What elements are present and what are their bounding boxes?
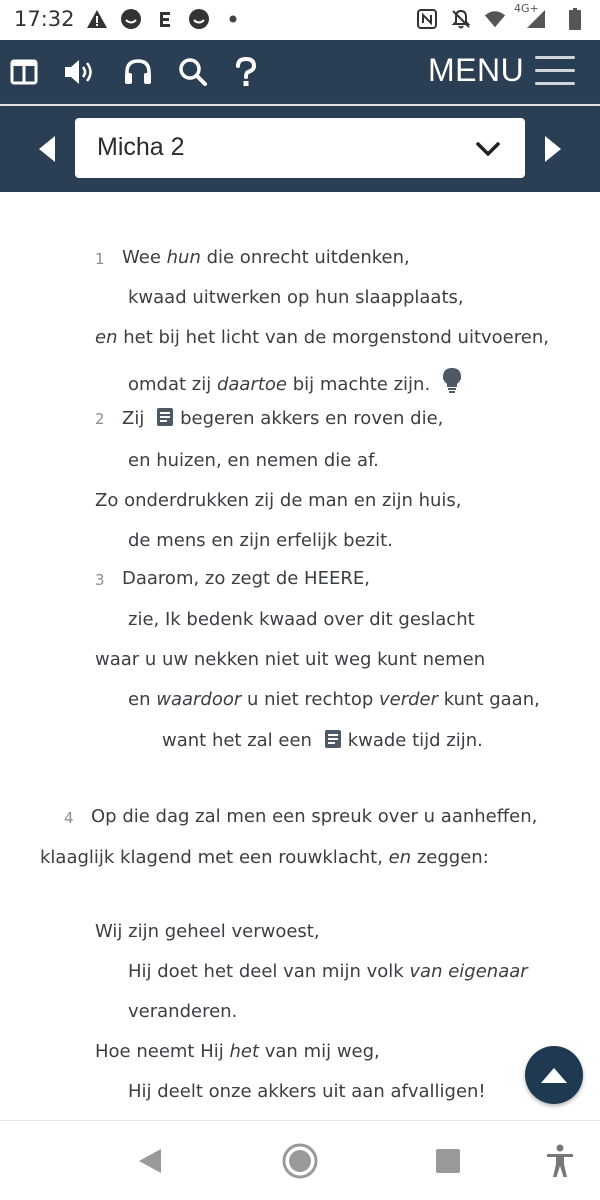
search-icon[interactable] xyxy=(175,54,211,90)
next-chapter-button[interactable] xyxy=(538,132,568,166)
verse-line: Wij zijn geheel verwoest, xyxy=(95,921,320,942)
help-icon[interactable] xyxy=(228,54,264,90)
e-icon xyxy=(154,8,176,30)
verse-line: Hij doet het deel van mijn volk van eigenaar xyxy=(128,961,528,982)
status-bar xyxy=(0,0,600,40)
verse-line: de mens en zijn erfelijk bezit. xyxy=(128,530,393,551)
verse-line: en het bij het licht van de morgenstond uitvoeren, xyxy=(95,327,549,348)
chapter-navigation xyxy=(0,106,600,192)
verse-line: klaaglijk klagend met een rouwklacht, en zeggen: xyxy=(40,847,489,868)
speaker-icon[interactable] xyxy=(62,54,98,90)
face-icon xyxy=(120,8,142,30)
verse-line: Hij deelt onze akkers uit aan afvalligen! xyxy=(128,1081,486,1102)
verse-number[interactable]: 1 xyxy=(95,250,105,268)
verse-line: Zo onderdrukken zij de man en zijn huis, xyxy=(95,490,462,511)
status-time: 17:32 xyxy=(14,7,75,31)
verse-line: Hoe neemt Hij het van mij weg, xyxy=(95,1041,380,1062)
signal-icon xyxy=(514,2,552,30)
verse-line: veranderen. xyxy=(128,1001,238,1022)
verse-line: Wee hun die onrecht uitdenken, xyxy=(122,247,410,268)
chapter-content xyxy=(0,192,600,1120)
verse-line: omdat zij daartoe bij machte zijn. xyxy=(128,367,468,398)
accessibility-icon[interactable] xyxy=(542,1143,578,1179)
face-icon xyxy=(188,8,210,30)
triangle-up-icon xyxy=(540,1066,568,1084)
verse-line: want het zal een kwade tijd zijn. xyxy=(162,729,483,754)
book-icon[interactable] xyxy=(156,407,174,432)
verse-number[interactable]: 3 xyxy=(95,571,105,589)
back-icon[interactable] xyxy=(132,1143,168,1179)
verse-line: Zij begeren akkers en roven die, xyxy=(122,407,443,432)
dot-icon xyxy=(222,8,244,30)
verse-number[interactable]: 4 xyxy=(64,809,74,827)
verse-line: kwaad uitwerken op hun slaapplaats, xyxy=(128,287,464,308)
wifi-icon xyxy=(484,8,506,30)
lightbulb-icon[interactable] xyxy=(442,367,462,398)
home-icon[interactable] xyxy=(282,1143,318,1179)
book-icon[interactable] xyxy=(324,729,342,754)
verse-number[interactable]: 2 xyxy=(95,410,105,428)
warning-icon xyxy=(86,8,108,30)
verse-line: Daarom, zo zegt de HEERE, xyxy=(122,568,370,589)
columns-icon[interactable] xyxy=(6,54,42,90)
verse-line: waar u uw nekken niet uit weg kunt nemen xyxy=(95,649,486,670)
headphones-icon[interactable] xyxy=(120,54,156,90)
nfc-icon xyxy=(416,8,438,30)
chevron-down-icon xyxy=(475,138,501,160)
scroll-to-top-button[interactable] xyxy=(525,1046,583,1104)
mute-icon xyxy=(450,8,472,30)
battery-icon xyxy=(564,8,586,30)
verse-line: zie, Ik bedenk kwaad over dit geslacht xyxy=(128,609,475,630)
network-label: 4G+ xyxy=(514,2,539,15)
notification-icons xyxy=(86,8,244,30)
hamburger-menu-icon[interactable] xyxy=(535,56,575,88)
chapter-select[interactable] xyxy=(75,118,525,178)
menu-label[interactable]: MENU xyxy=(428,52,525,88)
verse-line: en waardoor u niet rechtop verder kunt gaan, xyxy=(128,689,540,710)
app-toolbar xyxy=(0,40,600,104)
verse-line: en huizen, en nemen die af. xyxy=(128,450,379,471)
recents-icon[interactable] xyxy=(430,1143,466,1179)
system-icons xyxy=(416,2,586,30)
chapter-select-label: Micha 2 xyxy=(97,133,185,161)
system-navigation-bar xyxy=(0,1120,600,1200)
previous-chapter-button[interactable] xyxy=(32,132,62,166)
verse-line: Op die dag zal men een spreuk over u aanheffen, xyxy=(91,806,538,827)
